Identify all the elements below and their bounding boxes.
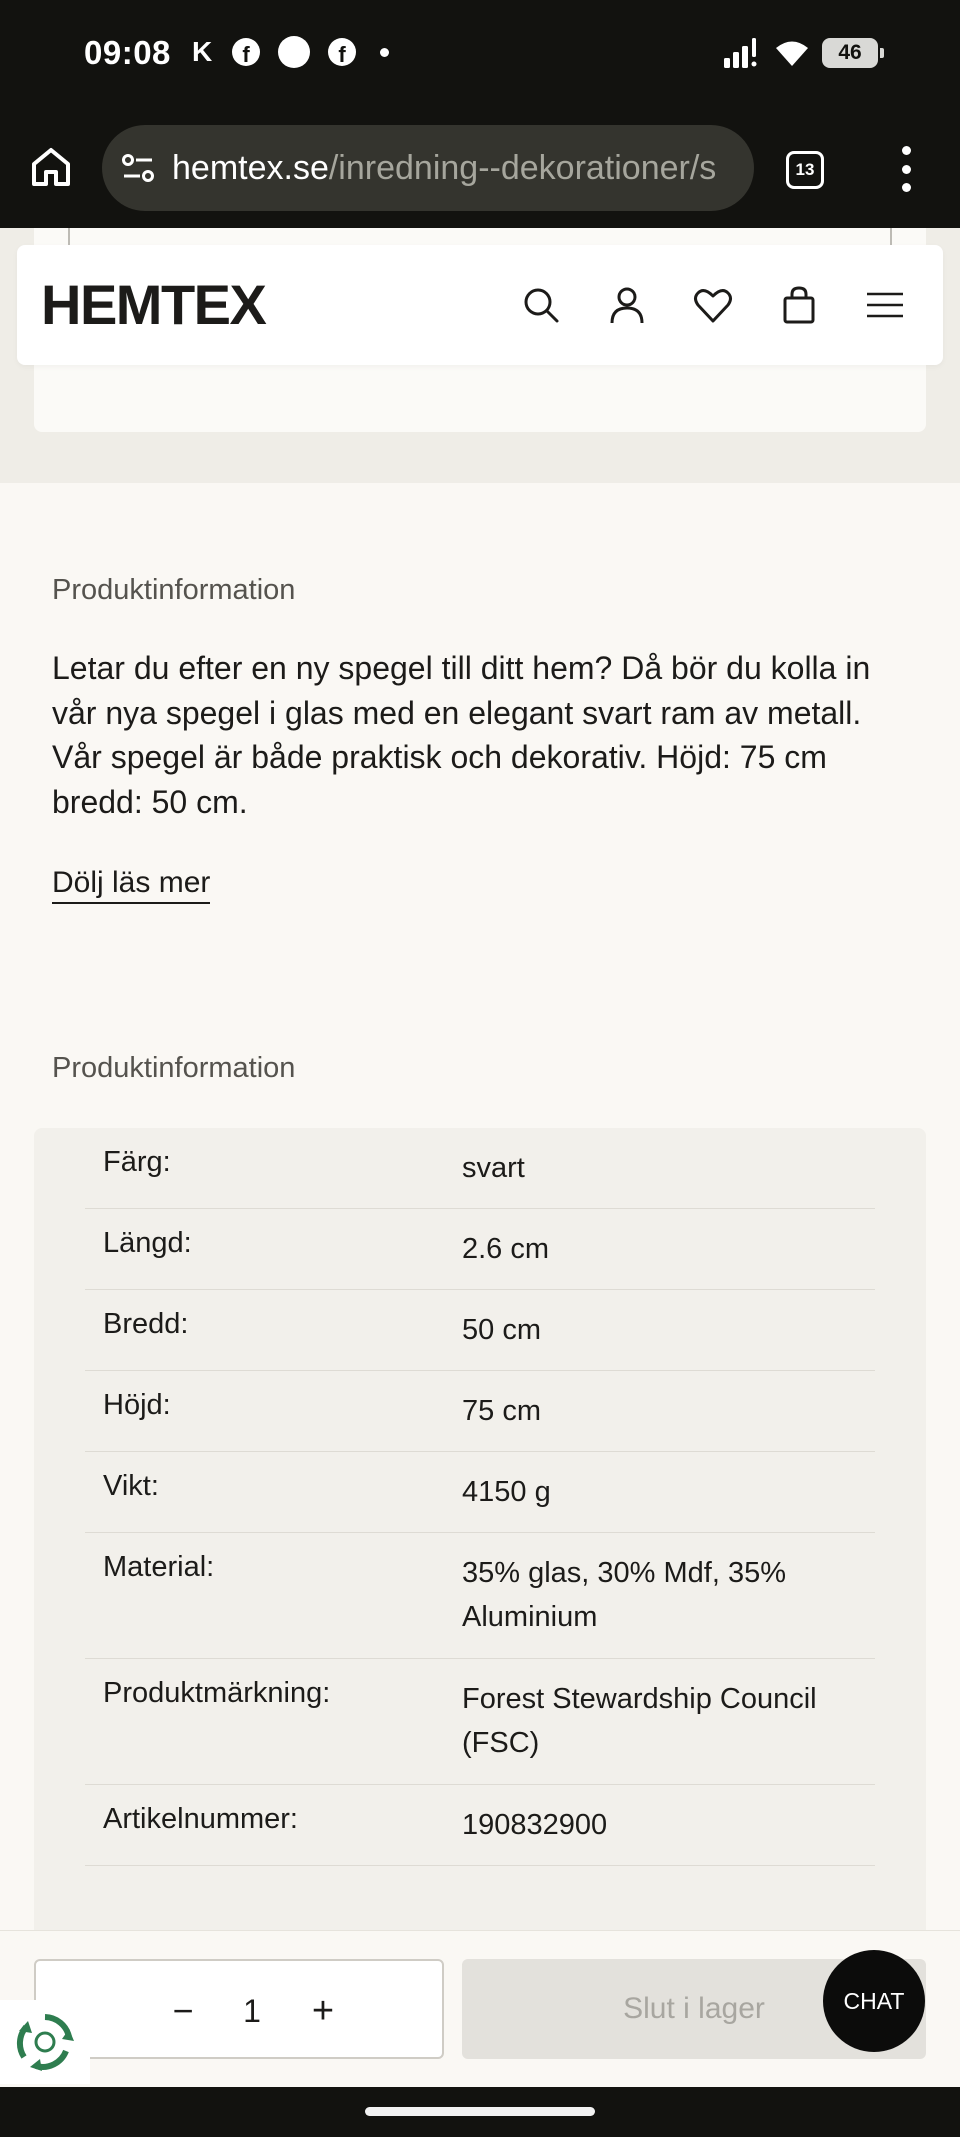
quantity-stepper bbox=[34, 1959, 444, 2059]
dot-icon bbox=[380, 48, 389, 57]
spec-key: Höjd: bbox=[103, 1389, 171, 1421]
heart-icon[interactable] bbox=[691, 283, 735, 327]
spec-row-color bbox=[85, 1128, 875, 1209]
circle-notification-icon bbox=[278, 36, 310, 68]
site-header bbox=[17, 245, 943, 365]
spec-value: 2.6 cm bbox=[462, 1233, 550, 1265]
eco-badge[interactable] bbox=[0, 2000, 90, 2084]
facebook-icon: f bbox=[232, 38, 260, 66]
read-less-link[interactable]: Dölj läs mer bbox=[52, 866, 210, 904]
spec-key: Vikt: bbox=[103, 1470, 159, 1502]
bag-icon[interactable] bbox=[777, 283, 821, 327]
spec-value: 4150 g bbox=[462, 1476, 551, 1508]
home-icon[interactable] bbox=[28, 144, 74, 190]
url-path: /inredning--dekorationer/s bbox=[328, 148, 717, 187]
spec-key: Bredd: bbox=[103, 1308, 189, 1340]
spec-row-material bbox=[85, 1533, 875, 1659]
home-gesture-handle[interactable] bbox=[365, 2107, 595, 2116]
system-icons bbox=[724, 38, 878, 68]
spec-row-height bbox=[85, 1371, 875, 1452]
out-of-stock-button[interactable]: Slut i lager bbox=[462, 1959, 926, 2059]
spec-row-weight bbox=[85, 1452, 875, 1533]
spec-key: Längd: bbox=[103, 1227, 192, 1259]
battery-icon: 46 bbox=[822, 38, 878, 68]
spec-row-length bbox=[85, 1209, 875, 1290]
quantity-value[interactable]: 1 bbox=[243, 1992, 261, 2029]
notification-icons bbox=[192, 36, 389, 68]
specs-table bbox=[85, 1128, 875, 1866]
increase-quantity-button[interactable]: + bbox=[311, 1989, 335, 2032]
spec-value: 190832900 bbox=[462, 1809, 608, 1841]
spec-value: svart bbox=[462, 1152, 525, 1184]
specs-heading: Produktinformation bbox=[52, 1052, 296, 1084]
spec-value: Forest Stewardship Council (FSC) bbox=[462, 1683, 817, 1759]
spec-value: 75 cm bbox=[462, 1395, 541, 1427]
k-icon: K bbox=[192, 36, 213, 67]
url-domain: hemtex.se bbox=[172, 148, 329, 187]
search-icon[interactable] bbox=[519, 283, 563, 327]
system-navigation-bar bbox=[0, 2087, 960, 2137]
spec-key: Artikelnummer: bbox=[103, 1803, 298, 1835]
spec-key: Produktmärkning: bbox=[103, 1677, 331, 1709]
wifi-icon bbox=[774, 39, 810, 67]
specs-box bbox=[34, 1128, 926, 2008]
recycle-leaf-icon bbox=[14, 2011, 76, 2073]
url-text bbox=[172, 149, 716, 188]
product-description: Letar du efter en ny spegel till ditt hem? Då bör du kolla in vår nya spegel i glas med en elegant svart ram av metall. Vår spegel är både praktisk och dekorativ. Höjd: 75 cm bredd: 50 cm. bbox=[52, 650, 871, 820]
spec-key: Färg: bbox=[103, 1146, 171, 1178]
status-bar bbox=[0, 0, 960, 110]
site-settings-icon[interactable] bbox=[120, 150, 156, 186]
address-bar[interactable] bbox=[102, 125, 754, 211]
spec-row-labelling bbox=[85, 1659, 875, 1785]
decrease-quantity-button[interactable]: − bbox=[172, 1990, 194, 2031]
spec-row-article-number bbox=[85, 1785, 875, 1866]
chat-button[interactable]: CHAT bbox=[823, 1950, 925, 2052]
spec-value: 35% glas, 30% Mdf, 35% Aluminium bbox=[462, 1557, 787, 1633]
tab-switcher-button[interactable]: 13 bbox=[786, 151, 824, 189]
browser-menu-icon[interactable] bbox=[900, 146, 912, 192]
spec-row-width bbox=[85, 1290, 875, 1371]
description-heading: Produktinformation bbox=[52, 574, 296, 606]
signal-icon bbox=[724, 38, 762, 68]
menu-icon[interactable] bbox=[863, 283, 907, 327]
account-icon[interactable] bbox=[605, 283, 649, 327]
browser-toolbar bbox=[0, 110, 960, 228]
spec-value: 50 cm bbox=[462, 1314, 541, 1346]
status-time: 09:08 bbox=[84, 34, 171, 71]
purchase-bar bbox=[0, 1930, 960, 2087]
facebook-icon: f bbox=[328, 38, 356, 66]
hemtex-logo[interactable]: HEMTEX bbox=[41, 273, 266, 336]
spec-key: Material: bbox=[103, 1551, 215, 1583]
